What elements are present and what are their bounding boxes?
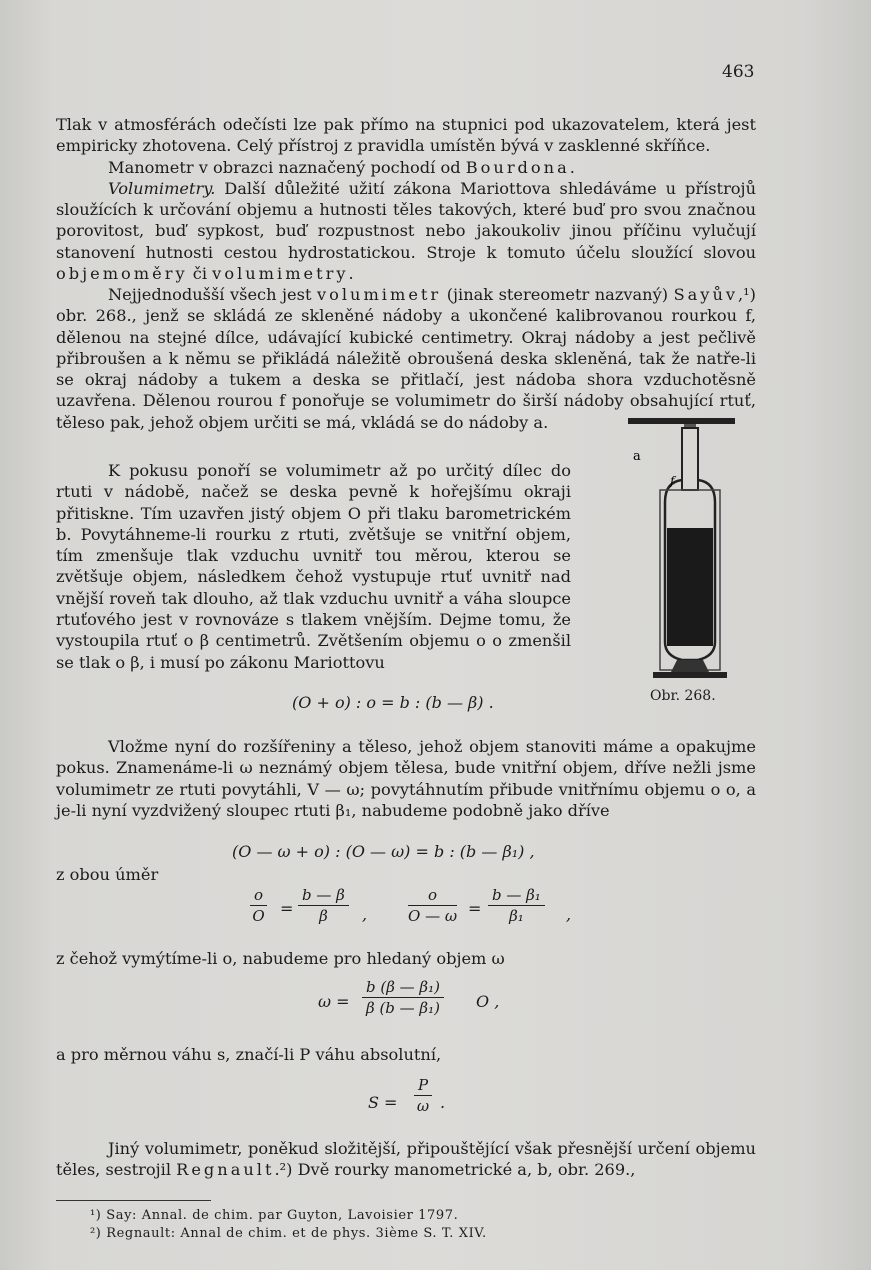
svg-text:f: f — [670, 474, 675, 488]
author-bourdon: Bourdona — [465, 157, 570, 177]
omega-lhs: ω = — [318, 992, 350, 1011]
glass-plate — [628, 418, 735, 424]
paragraph-3: Volumimetry. Další důležité užití zákona Mariottova shledáváme u přístrojů sloužících k určování objemu a hutnosti těles takových, které buď pro svou značnou porovitost, buď sypkost, buď rozpustnost nebo jakoukoliv jinou příčinu vylučují stanovení hutnosti cestou hydrostatickou. Stroje k tomuto účelu sloužící slovou objemoměry či volumimetry. — [56, 178, 756, 284]
fraction-4: $\frac{\text{b — β₁}}{\text{β₁}}$ — [488, 886, 545, 925]
text-block-second — [56, 736, 756, 821]
base — [653, 672, 727, 678]
author-regnault: Regnault — [176, 1160, 275, 1180]
s-lhs: S = — [368, 1093, 398, 1112]
paragraph-6: Vložme nyní do rozšířeniny a těleso, jehož objem stanoviti máme a opakujme pokus. Znamenáme-li ω neznámý objem tělesa, bude vnitřní objem, dříve nežli jsme volumimetr ze rtuti povytáhli, V — ω; povytáhnutím přibude vnitřnímu objemu o o, a je-li nyní vyzdvižený sloupec rtuti β₁, nabudeme podobně jako dříve — [56, 737, 756, 820]
fraction-1: $\frac{o}{O}$ — [250, 886, 267, 925]
figure-268-volumimeter — [625, 410, 755, 710]
footnote-divider — [56, 1200, 211, 1201]
tube-f — [682, 428, 698, 490]
mercury-column — [667, 528, 713, 646]
footnote-1: ¹) Say: Annal. de chim. par Guyton, Lavoisier 1797. — [90, 1208, 459, 1223]
equation-1: (O + o) : o = b : (b — β) . — [292, 693, 494, 712]
equation-2: (O — ω + o) : (O — ω) = b : (b — β₁) , — [232, 842, 535, 861]
paragraph-8: a pro měrnou váhu s, značí-li P váhu absolutní, — [56, 1045, 442, 1064]
figure-caption: Obr. 268. — [650, 688, 716, 704]
paragraph-2: Manometr v obrazci naznačený pochodí od Bourdona. — [108, 157, 575, 177]
book-page: 463 Tlak v atmosférách odečísti lze pak přímo na stupnici pod ukazovatelem, která jest empiricky zhotovena. Celý přístroj z pravidla umístěn bývá v zasklenné skříňce. Manometr v obrazci naznačený pochodí od Bourdona. Volumimetry. Další důležité užití zákona Mariottova shledáváme u přístrojů sloužících k určování objemu a hutnosti těles takových, které buď pro svou značnou porovitost, buď sypkost, buď rozpustnost nebo jakoukoliv jinou příčinu vylučují stanovení hutnosti cestou hydrostatickou. Stroje k tomuto účelu sloužící slovou objemoměry či volumimetry. Nejjednodušší všech jest volumimetr (jinak stereometr nazvaný) Sayův,¹) obr. 268., jenž se skládá ze skleněné nádoby a ukončené kalibrovanou rourkou f, dělenou na stejné dílce, udávající kubické centimetry. Okraj nádoby a jest pečlivě přibroušen a k němu se přikládá náležitě obroušená deska skleněná, tak že natře-li se okraj nádoby a tukem a deska se přitlačí, jest nádoba shora vzduchotěsně uzavřena. Dělenou rourou f ponořuje se volumimetr do širší nádoby obsahující rtuť, těleso pak, jehož objem určiti se má, vkládá se do nádoby a. K pokusu ponoří se volumimetr až po určitý dílec do rtuti v nádobě, načež se deska pevně k hořejšímu okraji přitiskne. Tím uzavřen jistý objem O při tlaku barometrickém b. Povytáhneme-li rourku z rtuti, zvětšuje se vnitřní objem, tím zmenšuje tlak vzduchu uvnitř tou měrou, kterou se zvětšuje objem, následkem čehož vystupuje rtuť uvnitř nad vnější roveň tak dlouho, až tlak vzduchu uvnitř a váha sloupce rtuťového jest v rovnováze s tlakem vnějším. Dejme tomu, že vystoupila rtuť o β centimetrů. Zvětšením objemu o o zmenšil se tlak o β, i musí po zákonu Mariottovu (O + o) : o = b : (b — β) . a f Obr. 268. Vložme nyní do rozšířeniny a těleso, jehož objem stanoviti máme a opakujme pokus. Znamenáme-li ω neznámý objem tělesa, bude vnitřní objem, dříve nežli jsme volumimetr ze rtuti povytáhli, V — ω; povytáhnutím přibude vnitřnímu objemu o o, a je-li nyní vyzdvižený sloupec rtuti β₁, nabudeme podobně jako dříve (O — ω + o) : (O — ω) = b : (b — β₁) , z obou úměr $\frac{o}{O}$ = $\frac{b — \beta}{\beta}$ , $\frac{o}{O — \omega}$ = $\frac{\text{b — β₁}}{\text{β₁}}$ , z čehož vymýtíme-li o, nabudeme pro hledaný objem ω ω = $\frac{\text{b (β — β₁)}}{\text{β (b — β₁)}}$ O , a pro měrnou váhu s, značí-li P váhu absolutní, S = $\frac{P}{\omega}$ . Jiný volumimetr, poněkud složitější, připouštějící však přesnější určení objemu těles, sestrojil Regnault.²) Dvě rourky manometrické a, b, obr. 269., ¹) Say: Annal. de chim. par Guyton, Lavoisier 1797. ²) Regnault: Annal de chim. et de phys. 3ième S. T. XIV. — [0, 0, 871, 1270]
fraction-omega: $\frac{\text{b (β — β₁)}}{\text{β (b — β₁)}}$ — [362, 978, 444, 1017]
svg-text:a: a — [633, 449, 641, 464]
paragraph-1: Tlak v atmosférách odečísti lze pak přímo na stupnici pod ukazovatelem, která jest empiricky zhotovena. Celý přístroj z pravidla umístěn bývá v zasklenné skříňce. — [56, 115, 756, 156]
z-obou-text: z obou úměr — [56, 865, 159, 884]
paragraph-4: Nejjednodušší všech jest volumimetr (jinak stereometr nazvaný) Sayův,¹) obr. 268., jenž se skládá ze skleněné nádoby a ukončené kalibrovanou rourkou f, dělenou na stejné dílce, udávající kubické centimetry. Okraj nádoby a jest pečlivě přibroušen a k němu se přikládá náležitě obroušená deska skleněná, tak že natře-li se okraj nádoby a tukem a deska se přitlačí, jest nádoba shora vzduchotěsně uzavřena. Dělenou rourou f ponořuje se volumimetr do širší nádoby obsahující rtuť, těleso pak, jehož objem určiti se má, vkládá se do nádoby a. — [56, 285, 756, 432]
volumimeter-drawing — [625, 410, 755, 710]
fraction-s: $\frac{P}{\omega}$ — [414, 1076, 432, 1115]
text-block-regnault — [56, 1138, 756, 1181]
paragraph-9: Jiný volumimetr, poněkud složitější, připouštějící však přesnější určení objemu těles, sestrojil Regnault.²) Dvě rourky manometrické a, b, obr. 269., — [56, 1139, 756, 1180]
fraction-2: $\frac{b — \beta}{\beta}$ — [298, 886, 349, 925]
text-block-top — [56, 114, 756, 284]
omega-rhs: O , — [476, 992, 500, 1011]
author-say: Sayův — [673, 285, 739, 304]
fraction-3: $\frac{o}{O — \omega}$ — [408, 886, 458, 925]
text-block-experiment — [56, 460, 571, 673]
footnote-2: ²) Regnault: Annal de chim. et de phys. 3ième S. T. XIV. — [90, 1226, 487, 1241]
paragraph-5: K pokusu ponoří se volumimetr až po určitý dílec do rtuti v nádobě, načež se deska pevně k hořejšímu okraji přitiskne. Tím uzavřen jistý objem O při tlaku barometrickém b. Povytáhneme-li rourku z rtuti, zvětšuje se vnitřní objem, tím zmenšuje tlak vzduchu uvnitř tou měrou, kterou se zvětšuje objem, následkem čehož vystupuje rtuť uvnitř nad vnější roveň tak dlouho, až tlak vzduchu uvnitř a váha sloupce rtuťového jest v rovnováze s tlakem vnějším. Dejme tomu, že vystoupila rtuť o β centimetrů. Zvětšením objemu o o zmenšil se tlak o β, i musí po zákonu Mariottovu — [56, 461, 571, 672]
page-number: 463 — [722, 62, 755, 82]
section-heading-volumimetry: Volumimetry. — [108, 178, 216, 198]
paragraph-7: z čehož vymýtíme-li o, nabudeme pro hledaný objem ω — [56, 949, 505, 968]
